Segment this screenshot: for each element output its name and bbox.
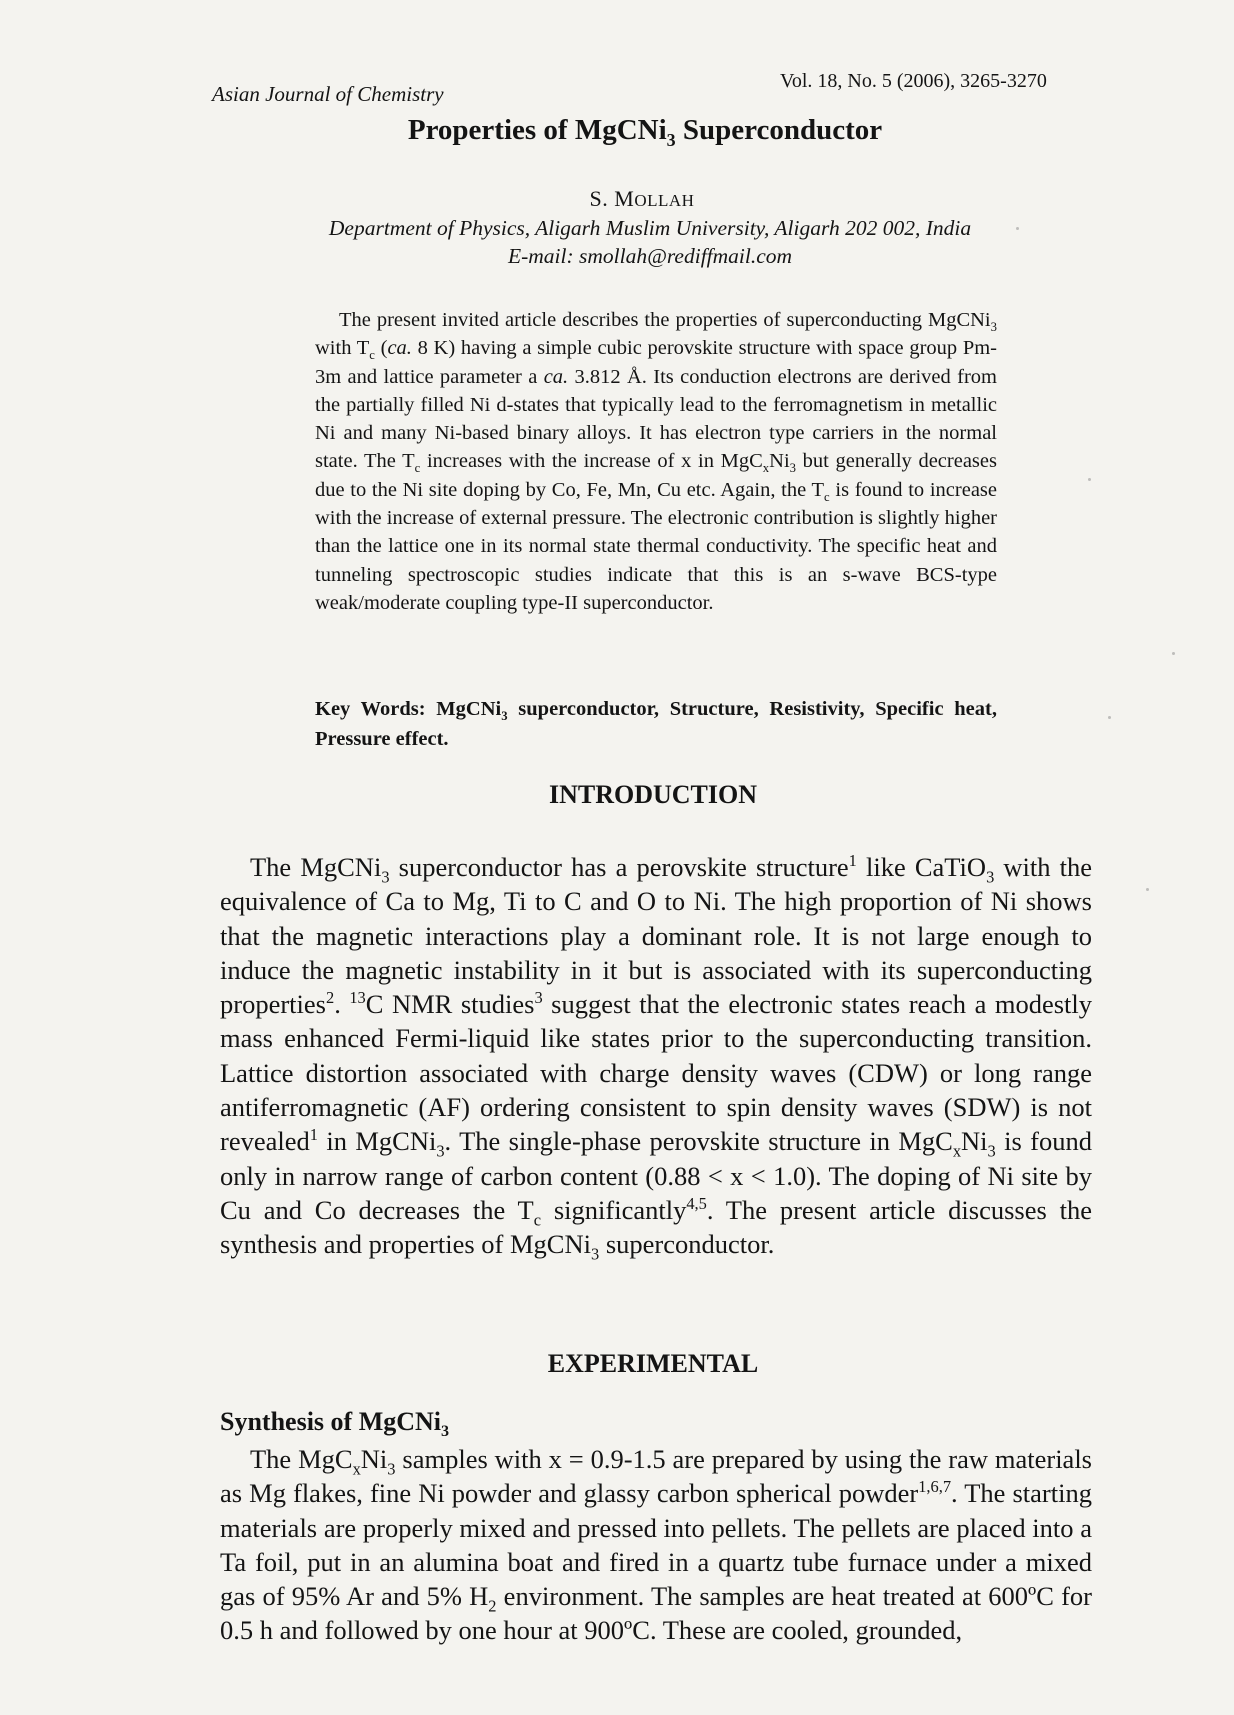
subheading-synthesis: Synthesis of MgCNi$_3$ <box>220 1407 450 1441</box>
scan-speck <box>1016 227 1019 230</box>
affiliation <box>280 214 1020 270</box>
volume-info: Vol. 18, No. 5 (2006), 3265-3270 <box>780 70 1047 92</box>
experimental-paragraph: The $MgC_xNi_3$ samples with x = 0.9-1.5 are prepared by using the raw materials as Mg flakes, fine Ni powder and glassy carbon spherical powder$^{1,6,7}$. The starting materials are properly mixed and pressed into pellets. The pellets are placed into a Ta foil, put in an alumina boat and fired in a quartz tube furnace under a mixed gas of 95% Ar and 5% $H_2$ environment. The samples are heat treated at 600ºC for 0.5 h and followed by one hour at 900ºC. These are cooled, grounded, <box>220 1444 1092 1646</box>
abstract: The present invited article describes the properties of superconducting MgCNi$_3$ with $T_c$ (ca. 8 K) having a simple cubic perovskite structure with space group Pm-3m and lattice parameter a ca. 3.812 Å. Its conduction electrons are derived from the partially filled Ni d-states that typically lead to the ferromagnetism in metallic Ni and many Ni-based binary alloys. It has electron type carriers in the normal state. The $T_c$ increases with the increase of x in $MgC_xNi_3$ but generally decreases due to the Ni site doping by Co, Fe, Mn, Cu etc. Again, the $T_c$ is found to increase with the increase of external pressure. The electronic contribution is slightly higher than the lattice one in its normal state thermal conductivity. The specific heat and tunneling spectroscopic studies indicate that this is an s-wave BCS-type weak/moderate coupling type-II superconductor. <box>315 309 998 614</box>
key-words: Key Words: MgCNi$_3$ superconductor, Structure, Resistivity, Specific heat, Pressure effect. <box>315 698 997 750</box>
author-email: E-mail: smollah@rediffmail.com <box>507 244 793 268</box>
introduction-paragraph: The MgCNi$_3$ superconductor has a perovskite structure$^1$ like CaTiO$_3$ with the equivalence of Ca to Mg, Ti to C and O to Ni. The high proportion of Ni shows that the magnetic interactions play a dominant role. It is not large enough to induce the magnetic instability in it but is associated with its superconducting properties$^2$. $^{13}$C NMR studies$^3$ suggest that the electronic states reach a modestly mass enhanced Fermi-liquid like states prior to the superconducting transition. Lattice distortion associated with charge density waves (CDW) or long range antiferromagnetic (AF) ordering consistent to spin density waves (SDW) is not revealed$^1$ in MgCNi$_3$. The single-phase perovskite structure in $MgC_xNi_3$ is found only in narrow range of carbon content (0.88 < x < 1.0). The doping of Ni site by Cu and Co decreases the $T_c$ significantly$^{4,5}$. The present article discusses the synthesis and properties of MgCNi$_3$ superconductor. <box>220 851 1093 1264</box>
scan-speck <box>1108 716 1111 719</box>
scan-speck <box>1146 888 1149 891</box>
heading-introduction: INTRODUCTION <box>548 780 758 809</box>
author-name: S. MOLLAH <box>589 186 695 211</box>
scan-speck <box>1172 652 1175 655</box>
paper-title: Properties of MgCNi$_3$ Superconductor <box>407 114 883 150</box>
affiliation-department: Department of Physics, Aligarh Muslim University, Aligarh 202 002, India <box>328 216 972 240</box>
heading-experimental: EXPERIMENTAL <box>547 1349 759 1378</box>
scan-speck <box>1088 478 1091 481</box>
journal-name: Asian Journal of Chemistry <box>212 82 444 106</box>
